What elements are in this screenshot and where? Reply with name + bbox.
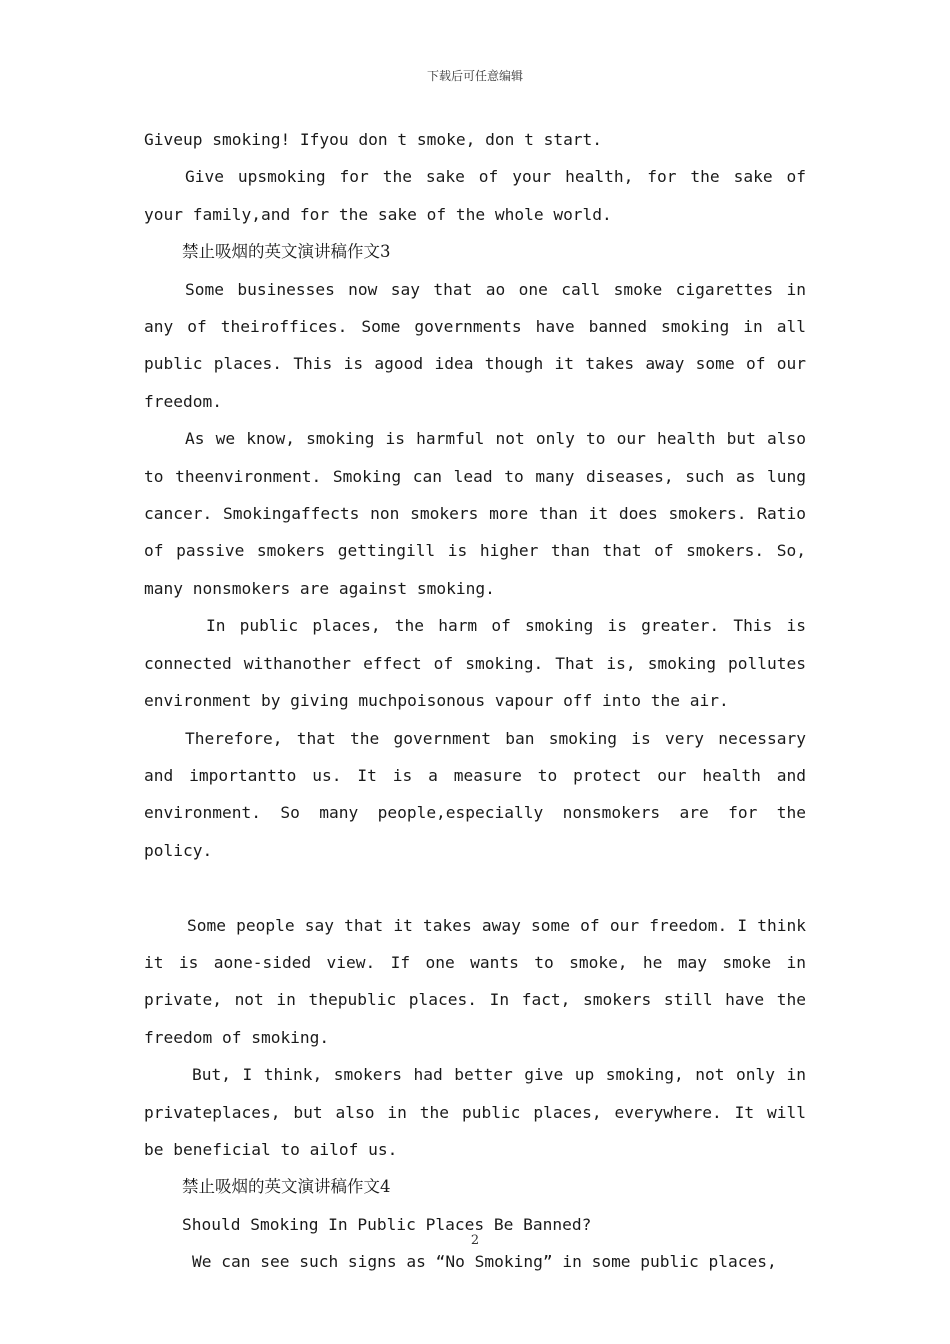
document-body — [144, 121, 806, 1281]
paragraph: In public places, the harm of smoking is greater. This is connected withanother effect of smoking. That is, smoking pollutes environment by giving muchpoisonous vapour off into the air. — [144, 616, 806, 711]
paragraph: Some people say that it takes away some of our freedom. I think it is aone-sided view. If one wants to smoke, he may smoke in private, not in thepublic places. In fact, smokers still have the freedom of smoking. — [144, 915, 806, 1047]
paragraph: As we know, smoking is harmful not only to our health but also to theenvironment. Smoking can lead to many diseases, such as lung cancer. Smokingaffects non smokers more than it does smokers. Ratio of passive smokers gettingill is higher than that of smokers. So, many nonsmokers are against smoking. — [144, 429, 806, 598]
page-number: 2 — [470, 1233, 480, 1248]
paragraph-title: Should Smoking In Public Places Be Banned? — [182, 1214, 592, 1234]
section-heading: 禁止吸烟的英文演讲稿作文4 — [182, 1177, 391, 1197]
paragraph: Some businesses now say that ao one call smoke cigarettes in any of theiroffices. Some governments have banned smoking in all public places. This is agood idea though it takes away some of our freedom. — [144, 279, 806, 411]
blank-line — [144, 869, 806, 906]
paragraph: But, I think, smokers had better give up smoking, not only in privateplaces, but also in the public places, everywhere. It will be beneficial to ailof us. — [144, 1065, 806, 1159]
section-heading: 禁止吸烟的英文演讲稿作文3 — [182, 242, 391, 262]
paragraph: We can see such signs as “No Smoking” in some public places, — [192, 1252, 777, 1272]
paragraph: Giveup smoking! Ifyou don t smoke, don t start. — [144, 130, 603, 149]
paragraph: Therefore, that the government ban smoking is very necessary and importantto us. It is a measure to protect our health and environment. So many people,especially nonsmokers are for the policy. — [144, 728, 806, 860]
paragraph: Give upsmoking for the sake of your health, for the sake of your family,and for the sake of the whole world. — [144, 167, 806, 224]
page-header: 下载后可任意编辑 — [426, 69, 523, 83]
